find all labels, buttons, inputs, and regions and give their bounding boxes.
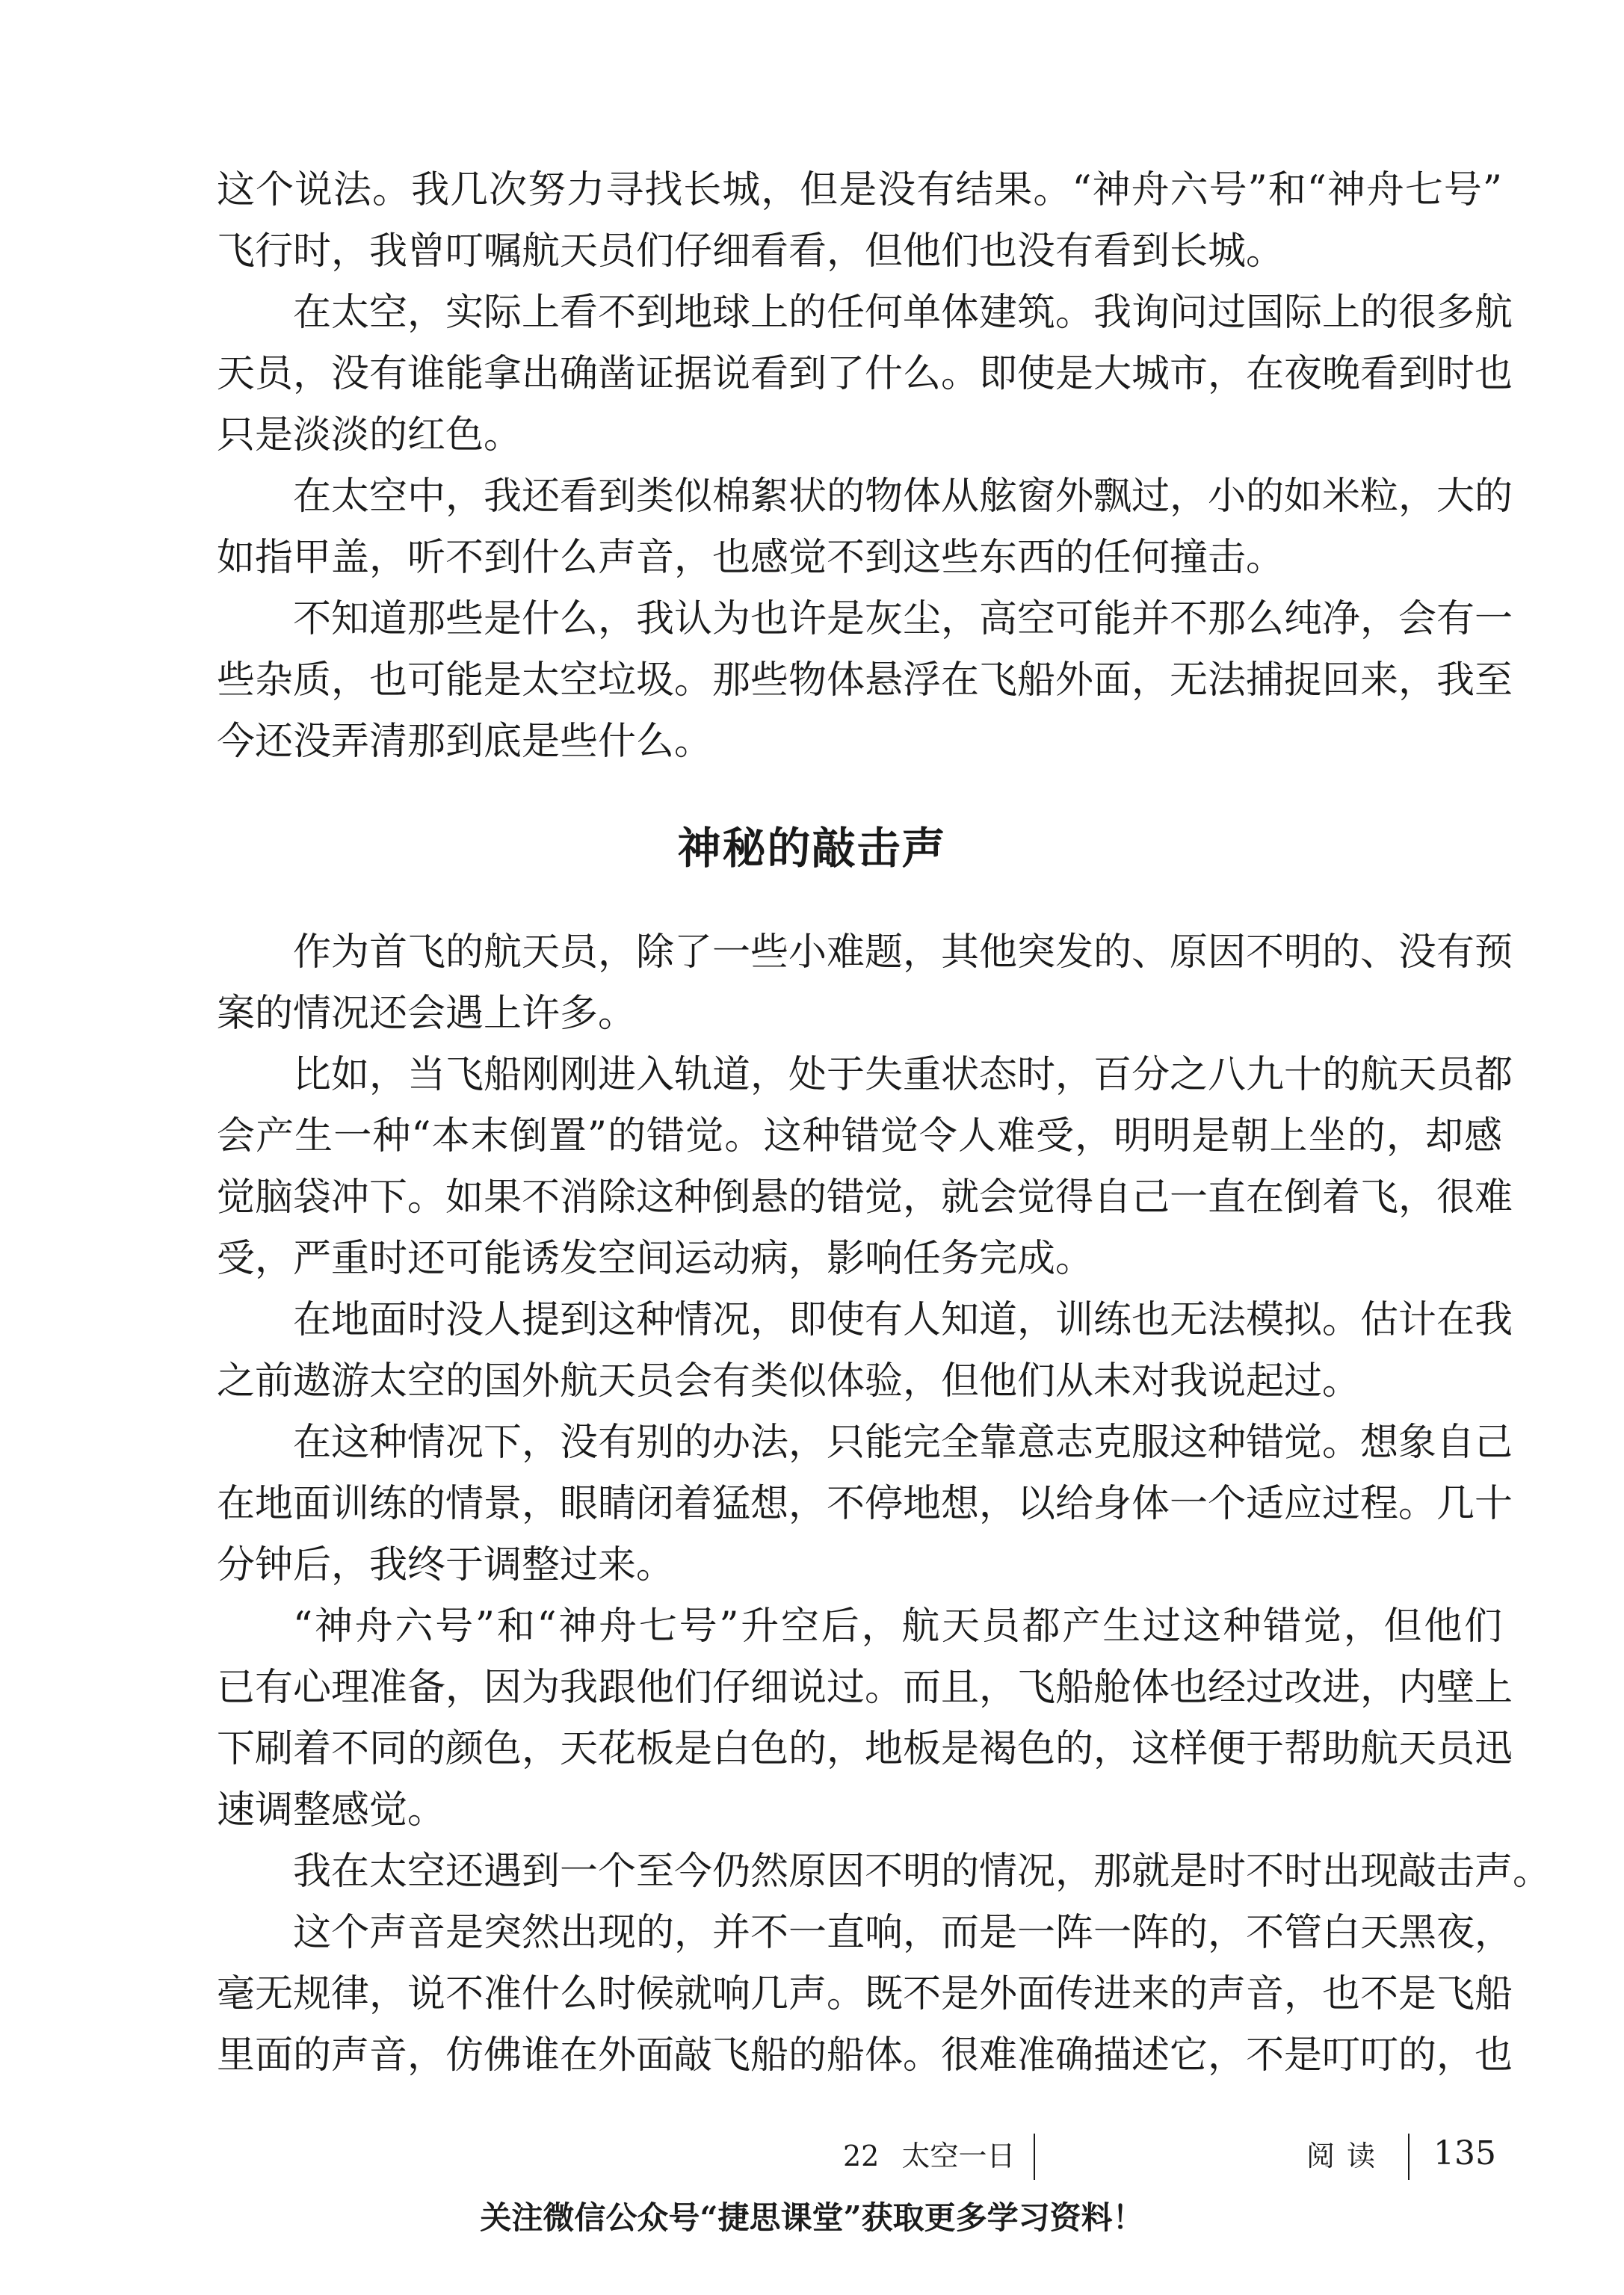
text-line: 只是淡淡的红色。 <box>217 413 522 457</box>
text-line: 比如，当飞船刚刚进入轨道，处于失重状态时，百分之八九十的航天员都 <box>293 1053 1513 1097</box>
section-title: 神秘的敲击声 <box>677 823 947 874</box>
footer-divider <box>1034 2134 1035 2180</box>
text-line: 受，严重时还可能诱发空间运动病，影响任务完成。 <box>217 1237 1094 1281</box>
text-line: 之前遨游太空的国外航天员会有类似体验，但他们从未对我说起过。 <box>217 1359 1361 1403</box>
text-line: 会产生一种“本末倒置”的错觉。这种错觉令人难受，明明是朝上坐的，却感 <box>217 1114 1502 1158</box>
footer-divider <box>1408 2134 1410 2180</box>
text-line: 分钟后，我终于调整过来。 <box>217 1543 675 1587</box>
text-line: “神舟六号”和“神舟七号”升空后，航天员都产生过这种错觉，但他们 <box>293 1604 1502 1649</box>
text-line: 下刷着不同的颜色，天花板是白色的，地板是褐色的，这样便于帮助航天员迅 <box>217 1727 1513 1771</box>
text-line: 天员，没有谁能拿出确凿证据说看到了什么。即使是大城市，在夜晚看到时也 <box>217 352 1513 396</box>
text-line: 已有心理准备，因为我跟他们仔细说过。而且，飞船舱体也经过改进，内壁上 <box>217 1666 1513 1710</box>
text-line: 毫无规律，说不准什么时候就响几声。既不是外面传进来的声音，也不是飞船 <box>217 1972 1513 2016</box>
text-line: 在地面时没人提到这种情况，即使有人知道，训练也无法模拟。估计在我 <box>293 1298 1513 1342</box>
text-line: 案的情况还会遇上许多。 <box>217 992 637 1036</box>
text-line: 飞行时，我曾叮嘱航天员们仔细看看，但他们也没有看到长城。 <box>217 229 1285 274</box>
text-line: 在这种情况下，没有别的办法，只能完全靠意志克服这种错觉。想象自己 <box>293 1421 1513 1465</box>
footer-chapter <box>843 2139 1015 2173</box>
text-line: 里面的声音，仿佛谁在外面敲飞船的船体。很难准确描述它，不是叮叮的，也 <box>217 2033 1513 2078</box>
footer-section-label: 阅读 <box>1306 2140 1388 2172</box>
text-line: 觉脑袋冲下。如果不消除这种倒悬的错觉，就会觉得自己一直在倒着飞，很难 <box>217 1176 1513 1220</box>
chapter-number: 22 <box>843 2140 880 2172</box>
text-line: 这个说法。我几次努力寻找长城，但是没有结果。“神舟六号”和“神舟七号” <box>217 168 1502 212</box>
text-line: 些杂质，也可能是太空垃圾。那些物体悬浮在飞船外面，无法捕捉回来，我至 <box>217 658 1513 702</box>
text-line: 不知道那些是什么，我认为也许是灰尘，高空可能并不那么纯净，会有一 <box>293 597 1513 641</box>
text-line: 速调整感觉。 <box>217 1788 446 1832</box>
text-line: 如指甲盖，听不到什么声音，也感觉不到这些东西的任何撞击。 <box>217 536 1285 580</box>
text-line: 作为首飞的航天员，除了一些小难题，其他突发的、原因不明的、没有预 <box>293 930 1513 974</box>
text-line: 在太空，实际上看不到地球上的任何单体建筑。我询问过国际上的很多航 <box>293 291 1513 335</box>
text-line: 今还没弄清那到底是些什么。 <box>217 720 713 764</box>
text-line: 在地面训练的情景，眼睛闭着猛想，不停地想，以给身体一个适应过程。几十 <box>217 1482 1513 1526</box>
footer-notice: 关注微信公众号“捷思课堂”获取更多学习资料！ <box>480 2199 1144 2236</box>
text-line: 这个声音是突然出现的，并不一直响，而是一阵一阵的，不管白天黑夜， <box>293 1911 1513 1955</box>
page-number: 135 <box>1433 2134 1496 2172</box>
chapter-title: 太空一日 <box>901 2140 1016 2172</box>
text-line: 我在太空还遇到一个至今仍然原因不明的情况，那就是时不时出现敲击声。 <box>293 1850 1552 1894</box>
text-line: 在太空中，我还看到类似棉絮状的物体从舷窗外飘过，小的如米粒，大的 <box>293 475 1513 519</box>
